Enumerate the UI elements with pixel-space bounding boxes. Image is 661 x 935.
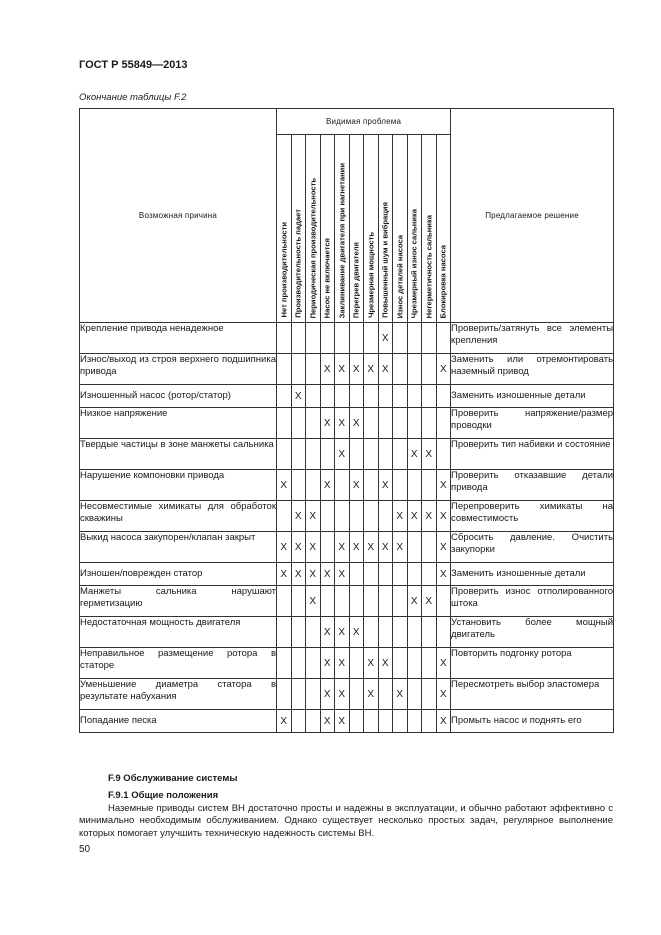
mark-cell (277, 501, 292, 532)
problem-header-cell (306, 135, 321, 323)
mark-cell (291, 354, 306, 385)
mark-cell (407, 710, 422, 733)
mark-cell: X (422, 501, 437, 532)
mark-cell: X (320, 563, 335, 586)
mark-cell (364, 323, 379, 354)
mark-cell (335, 385, 350, 408)
table-row (80, 617, 614, 648)
mark-cell: X (393, 679, 408, 710)
mark-cell: X (436, 679, 451, 710)
body-paragraph: Наземные приводы систем ВН достаточно просты и надежны в эксплуатации, и обычно работают эффективно с минимально необходимым обслуживанием. Однако существует несколько простых задач, регулярное выполнение которых помогает улучшить техническую надежность системы ВН. (79, 803, 613, 839)
mark-cell (407, 323, 422, 354)
cause-cell: Крепление привода ненадежное (80, 323, 277, 354)
problem-header-label: Перегрев двигателя (351, 241, 361, 318)
solution-cell: Заменить или отремонтировать наземный привод (451, 354, 614, 385)
mark-cell (291, 439, 306, 470)
mark-cell: X (291, 501, 306, 532)
mark-cell (422, 354, 437, 385)
problem-header-label: Насос не включается (322, 237, 332, 318)
mark-cell (335, 586, 350, 617)
mark-cell: X (364, 648, 379, 679)
mark-cell: X (306, 501, 321, 532)
mark-cell: X (335, 617, 350, 648)
mark-cell (277, 385, 292, 408)
mark-cell (306, 679, 321, 710)
mark-cell (378, 586, 393, 617)
solution-cell: Проверить напряжение/размер проводки (451, 408, 614, 439)
solution-cell: Проверить тип набивки и состояние (451, 439, 614, 470)
cause-cell: Низкое напряжение (80, 408, 277, 439)
mark-cell (393, 563, 408, 586)
mark-cell (407, 563, 422, 586)
mark-cell (407, 532, 422, 563)
problem-header-label: Заклинивание двигателя при нагнетании (337, 162, 347, 318)
mark-cell (393, 470, 408, 501)
mark-cell: X (378, 470, 393, 501)
mark-cell: X (335, 408, 350, 439)
mark-cell (393, 323, 408, 354)
column-header-problem: Видимая проблема (277, 109, 451, 135)
table-row (80, 586, 614, 617)
mark-cell (335, 323, 350, 354)
mark-cell (378, 617, 393, 648)
mark-cell (349, 563, 364, 586)
mark-cell (277, 586, 292, 617)
mark-cell (306, 354, 321, 385)
subsection-title: F.9.1 Общие положения (108, 790, 219, 801)
mark-cell (378, 385, 393, 408)
mark-cell: X (422, 439, 437, 470)
mark-cell (422, 323, 437, 354)
mark-cell: X (335, 710, 350, 733)
table-row (80, 563, 614, 586)
problem-header-label: Производительность падает (293, 209, 303, 318)
mark-cell: X (320, 354, 335, 385)
mark-cell: X (349, 470, 364, 501)
mark-cell (277, 439, 292, 470)
problem-header-cell (422, 135, 437, 323)
mark-cell (364, 501, 379, 532)
mark-cell (407, 617, 422, 648)
mark-cell: X (335, 563, 350, 586)
problem-header-label: Повышенный шум и вибрация (380, 202, 390, 318)
table-row (80, 710, 614, 733)
mark-cell: X (436, 648, 451, 679)
cause-cell: Износ/выход из строя верхнего подшипника привода (80, 354, 277, 385)
mark-cell: X (320, 710, 335, 733)
mark-cell: X (306, 532, 321, 563)
mark-cell (436, 385, 451, 408)
mark-cell (320, 501, 335, 532)
mark-cell (364, 470, 379, 501)
mark-cell: X (291, 385, 306, 408)
mark-cell (407, 354, 422, 385)
problem-header-cell (320, 135, 335, 323)
mark-cell: X (306, 563, 321, 586)
mark-cell (422, 710, 437, 733)
mark-cell (407, 408, 422, 439)
mark-cell (364, 586, 379, 617)
problem-header-cell (335, 135, 350, 323)
solution-cell: Установить более мощный двигатель (451, 617, 614, 648)
problem-header-label: Блокировка насоса (438, 244, 448, 318)
mark-cell: X (349, 354, 364, 385)
mark-cell (393, 385, 408, 408)
section-title: F.9 Обслуживание системы (108, 773, 238, 784)
cause-cell: Выкид насоса закупорен/клапан закрыт (80, 532, 277, 563)
problem-header-cell (291, 135, 306, 323)
mark-cell (306, 323, 321, 354)
mark-cell: X (436, 354, 451, 385)
solution-cell: Проверить износ отполированного штока (451, 586, 614, 617)
mark-cell: X (422, 586, 437, 617)
mark-cell: X (378, 532, 393, 563)
mark-cell (306, 385, 321, 408)
mark-cell (349, 710, 364, 733)
mark-cell: X (320, 617, 335, 648)
mark-cell (436, 323, 451, 354)
mark-cell (407, 679, 422, 710)
solution-cell: Заменить изношенные детали (451, 385, 614, 408)
mark-cell (393, 586, 408, 617)
table-row (80, 501, 614, 532)
mark-cell: X (436, 710, 451, 733)
mark-cell (393, 648, 408, 679)
mark-cell (422, 563, 437, 586)
mark-cell (306, 710, 321, 733)
mark-cell (349, 385, 364, 408)
mark-cell (422, 470, 437, 501)
mark-cell (422, 617, 437, 648)
cause-cell: Твердые частицы в зоне манжеты сальника (80, 439, 277, 470)
mark-cell (436, 586, 451, 617)
mark-cell (291, 470, 306, 501)
mark-cell (320, 532, 335, 563)
problem-header-label: Чрезмерный износ сальника (409, 208, 419, 318)
mark-cell: X (393, 532, 408, 563)
table-row (80, 354, 614, 385)
mark-cell (349, 439, 364, 470)
mark-cell (378, 679, 393, 710)
mark-cell: X (277, 710, 292, 733)
problem-header-cell (378, 135, 393, 323)
solution-cell: Перепроверить химикаты на совместимость (451, 501, 614, 532)
mark-cell (320, 323, 335, 354)
mark-cell (306, 439, 321, 470)
mark-cell: X (335, 532, 350, 563)
solution-cell: Промыть насос и поднять его (451, 710, 614, 733)
mark-cell (422, 648, 437, 679)
table-row (80, 648, 614, 679)
mark-cell (378, 563, 393, 586)
mark-cell: X (364, 532, 379, 563)
cause-cell: Уменьшение диаметра статора в результате набухания (80, 679, 277, 710)
mark-cell: X (349, 408, 364, 439)
document-header: ГОСТ Р 55849—2013 (79, 59, 188, 71)
mark-cell (364, 563, 379, 586)
column-header-cause: Возможная причина (80, 109, 277, 323)
mark-cell (407, 385, 422, 408)
mark-cell (277, 323, 292, 354)
mark-cell (291, 323, 306, 354)
mark-cell (306, 648, 321, 679)
mark-cell: X (436, 532, 451, 563)
mark-cell (320, 385, 335, 408)
table-row (80, 439, 614, 470)
column-header-solution: Предлагаемое решение (451, 109, 614, 323)
mark-cell (364, 710, 379, 733)
mark-cell: X (320, 648, 335, 679)
problem-header-label: Периодическая производительность (308, 177, 318, 318)
mark-cell (393, 710, 408, 733)
mark-cell (378, 439, 393, 470)
mark-cell: X (306, 586, 321, 617)
mark-cell (393, 408, 408, 439)
mark-cell (349, 679, 364, 710)
table-row (80, 532, 614, 563)
mark-cell (364, 439, 379, 470)
mark-cell (393, 354, 408, 385)
mark-cell (378, 408, 393, 439)
mark-cell: X (277, 563, 292, 586)
cause-cell: Попадание песка (80, 710, 277, 733)
mark-cell (349, 323, 364, 354)
mark-cell (277, 408, 292, 439)
mark-cell (349, 586, 364, 617)
mark-cell (393, 617, 408, 648)
problem-header-cell (436, 135, 451, 323)
mark-cell (422, 385, 437, 408)
mark-cell (378, 710, 393, 733)
mark-cell: X (393, 501, 408, 532)
problem-header-cell (277, 135, 292, 323)
table-row (80, 679, 614, 710)
table-row (80, 408, 614, 439)
mark-cell (436, 439, 451, 470)
table-caption: Окончание таблицы F.2 (79, 92, 187, 103)
mark-cell: X (277, 470, 292, 501)
mark-cell: X (378, 354, 393, 385)
mark-cell: X (407, 501, 422, 532)
mark-cell (291, 617, 306, 648)
mark-cell: X (378, 323, 393, 354)
table-body (80, 323, 614, 733)
mark-cell (335, 470, 350, 501)
mark-cell (393, 439, 408, 470)
mark-cell: X (349, 617, 364, 648)
mark-cell: X (291, 563, 306, 586)
mark-cell (306, 408, 321, 439)
mark-cell (291, 586, 306, 617)
problem-header-cell (407, 135, 422, 323)
mark-cell (349, 648, 364, 679)
mark-cell: X (335, 354, 350, 385)
troubleshooting-table (79, 108, 614, 733)
mark-cell: X (407, 586, 422, 617)
solution-cell: Сбросить давление. Очистить закупорки (451, 532, 614, 563)
problem-header-cell (364, 135, 379, 323)
mark-cell: X (436, 470, 451, 501)
cause-cell: Нарушение компоновки привода (80, 470, 277, 501)
solution-cell: Повторить подгонку ротора (451, 648, 614, 679)
mark-cell: X (364, 354, 379, 385)
mark-cell (277, 354, 292, 385)
mark-cell: X (335, 439, 350, 470)
problem-header-cell (349, 135, 364, 323)
mark-cell: X (378, 648, 393, 679)
mark-cell: X (320, 679, 335, 710)
cause-cell: Манжеты сальника нарушают герметизацию (80, 586, 277, 617)
mark-cell (364, 385, 379, 408)
mark-cell (277, 679, 292, 710)
mark-cell: X (277, 532, 292, 563)
mark-cell (407, 470, 422, 501)
mark-cell: X (335, 648, 350, 679)
table-row (80, 470, 614, 501)
solution-cell: Пересмотреть выбор эластомера (451, 679, 614, 710)
solution-cell: Проверить отказавшие детали привода (451, 470, 614, 501)
mark-cell (277, 617, 292, 648)
problem-header-label: Нет производительности (279, 222, 289, 318)
mark-cell (422, 408, 437, 439)
mark-cell: X (407, 439, 422, 470)
mark-cell (422, 532, 437, 563)
cause-cell: Изношен/поврежден статор (80, 563, 277, 586)
mark-cell: X (335, 679, 350, 710)
mark-cell (291, 408, 306, 439)
mark-cell: X (320, 408, 335, 439)
mark-cell (320, 439, 335, 470)
table-row (80, 323, 614, 354)
mark-cell: X (364, 679, 379, 710)
table-row (80, 385, 614, 408)
mark-cell (436, 617, 451, 648)
solution-cell: Проверить/затянуть все элементы крепления (451, 323, 614, 354)
problem-header-label: Чрезмерная мощность (366, 232, 376, 318)
mark-cell (320, 586, 335, 617)
mark-cell (335, 501, 350, 532)
problem-header-cell (393, 135, 408, 323)
cause-cell: Изношенный насос (ротор/статор) (80, 385, 277, 408)
mark-cell (291, 710, 306, 733)
mark-cell (378, 501, 393, 532)
mark-cell (407, 648, 422, 679)
mark-cell (364, 617, 379, 648)
cause-cell: Несовместимые химикаты для обработок скважины (80, 501, 277, 532)
cause-cell: Недостаточная мощность двигателя (80, 617, 277, 648)
problem-header-label: Износ деталей насоса (395, 234, 405, 318)
mark-cell (422, 679, 437, 710)
mark-cell (306, 617, 321, 648)
mark-cell (436, 408, 451, 439)
solution-cell: Заменить изношенные детали (451, 563, 614, 586)
mark-cell: X (436, 563, 451, 586)
mark-cell (364, 408, 379, 439)
mark-cell: X (320, 470, 335, 501)
problem-header-label: Негерметичность сальника (424, 214, 434, 318)
page-number: 50 (79, 844, 91, 855)
mark-cell (277, 648, 292, 679)
mark-cell: X (436, 501, 451, 532)
mark-cell: X (291, 532, 306, 563)
mark-cell (349, 501, 364, 532)
mark-cell (291, 679, 306, 710)
mark-cell: X (349, 532, 364, 563)
mark-cell (291, 648, 306, 679)
cause-cell: Неправильное размещение ротора в статоре (80, 648, 277, 679)
mark-cell (306, 470, 321, 501)
